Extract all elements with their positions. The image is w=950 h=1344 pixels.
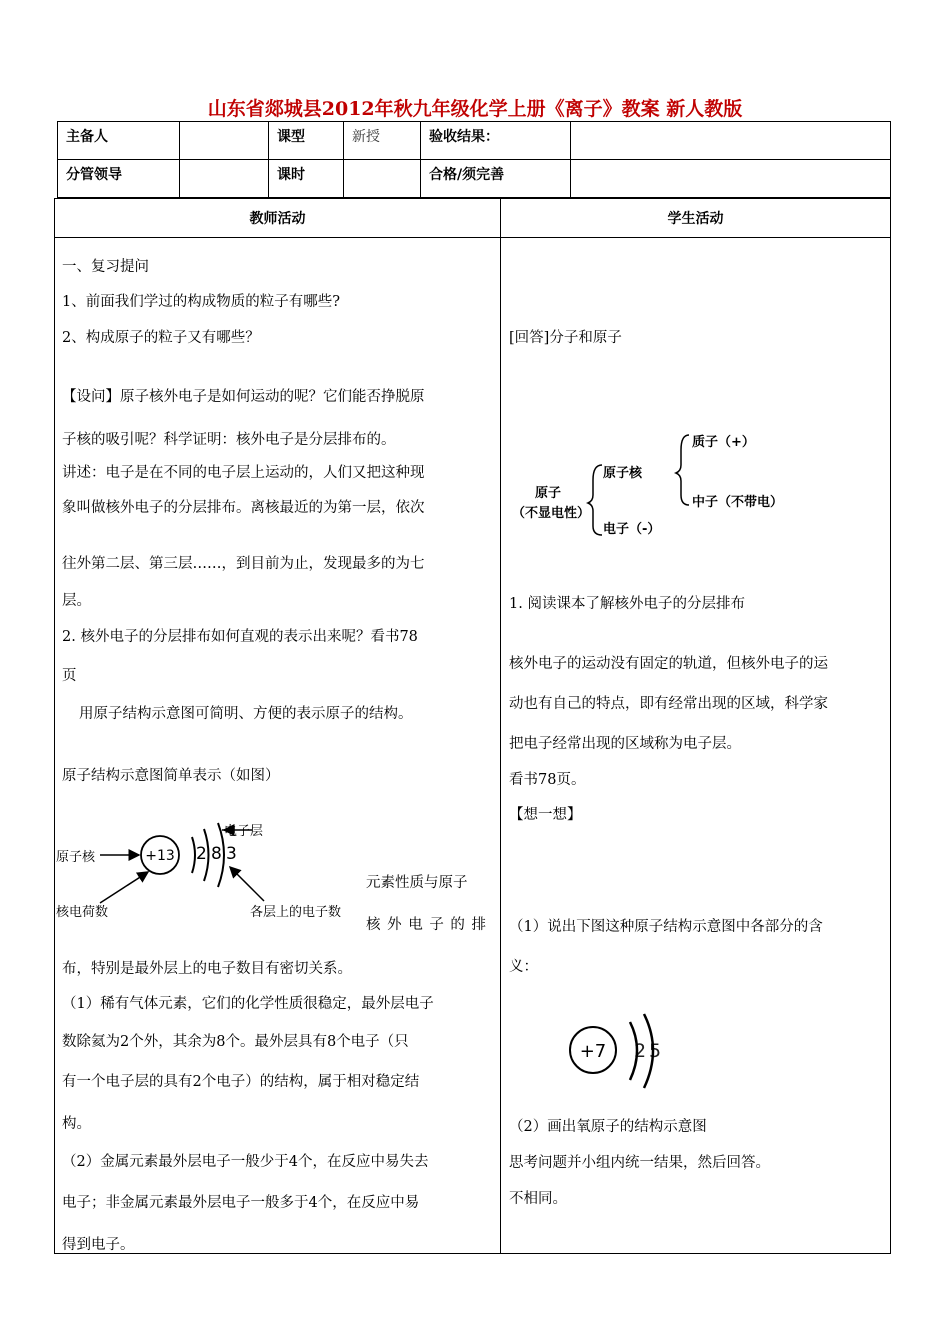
teacher-text: 布，特别是最外层上的电子数目有密切关系。 bbox=[62, 961, 352, 977]
atom-structure-diagram-2 bbox=[560, 1010, 680, 1100]
neutron-label: 中子（不带电） bbox=[692, 495, 784, 510]
shell-label: 电子层 bbox=[224, 824, 264, 839]
teacher-text: 用原子结构示意图可简明、方便的表示原子的结构。 bbox=[79, 706, 413, 722]
student-text: 核外电子的运动没有固定的轨道，但核外电子的运 bbox=[509, 656, 828, 672]
student-text: [回答]分子和原子 bbox=[509, 330, 622, 346]
charge-label: 核电荷数 bbox=[56, 905, 109, 920]
student-text: 看书78页。 bbox=[509, 772, 586, 788]
nucleus-label: 原子核 bbox=[603, 466, 643, 481]
period-value bbox=[344, 160, 421, 198]
atom-note: （不显电性） bbox=[512, 506, 591, 521]
teacher-text: 得到电子。 bbox=[62, 1237, 135, 1253]
teacher-text: 页 bbox=[62, 668, 77, 684]
teacher-text: 2、构成原子的粒子又有哪些？ bbox=[62, 330, 260, 346]
preparer-value bbox=[180, 122, 269, 160]
lesson-type-value: 新授 bbox=[344, 122, 421, 160]
teacher-text: 子核的吸引呢？科学证明：核外电子是分层排布的。 bbox=[62, 432, 396, 448]
teacher-text: （2）金属元素最外层电子一般少于4个，在反应中易失去 bbox=[62, 1154, 429, 1170]
activity-table bbox=[54, 198, 891, 1254]
acceptance-value bbox=[571, 122, 891, 160]
teacher-text: 核 外 电 子 的 排 bbox=[366, 917, 488, 933]
student-text: 义： bbox=[509, 959, 538, 975]
brace bbox=[676, 435, 689, 505]
electrons-label: 各层上的电子数 bbox=[250, 905, 342, 920]
brace bbox=[588, 465, 602, 535]
teacher-text: 层。 bbox=[62, 593, 91, 609]
teacher-text: 象叫做核外电子的分层排布。离核最近的为第一层，依次 bbox=[62, 500, 425, 516]
student-text: 【想一想】 bbox=[509, 807, 582, 823]
shell-count: 2 bbox=[634, 1040, 647, 1062]
teacher-text: 【设问】原子核外电子是如何运动的呢？它们能否挣脱原 bbox=[62, 389, 425, 405]
atom-composition-diagram bbox=[505, 425, 805, 545]
teacher-text: 元素性质与原子 bbox=[366, 875, 468, 891]
teacher-text: 电子；非金属元素最外层电子一般多于4个，在反应中易 bbox=[62, 1195, 420, 1211]
preparer-label: 主备人 bbox=[58, 122, 180, 160]
student-text: （2）画出氧原子的结构示意图 bbox=[509, 1119, 707, 1135]
student-column-header: 学生活动 bbox=[501, 199, 891, 238]
teacher-text: 一、复习提问 bbox=[62, 259, 149, 275]
student-text: 动也有自己的特点，即有经常出现的区域，科学家 bbox=[509, 696, 828, 712]
student-text: 不相同。 bbox=[509, 1191, 567, 1207]
shell-count: 8 bbox=[211, 844, 222, 864]
student-text: 把电子经常出现的区域称为电子层。 bbox=[509, 736, 741, 752]
teacher-text: 往外第二层、第三层……，到目前为止，发现最多的为七 bbox=[62, 556, 425, 572]
teacher-text: 数除氦为2个外，其余为8个。最外层具有8个电子（只 bbox=[62, 1034, 409, 1050]
student-text: 1. 阅读课本了解核外电子的分层排布 bbox=[509, 596, 745, 612]
lesson-type-label: 课型 bbox=[269, 122, 344, 160]
teacher-text: （1）稀有气体元素，它们的化学性质很稳定，最外层电子 bbox=[62, 996, 434, 1012]
shell-count: 3 bbox=[226, 844, 237, 864]
atom-label: 原子 bbox=[535, 486, 562, 501]
teacher-text: 原子结构示意图简单表示（如图） bbox=[62, 768, 280, 784]
teacher-text: 有一个电子层的具有2个电子）的结构，属于相对稳定结 bbox=[62, 1074, 420, 1090]
acceptance-options-value bbox=[571, 160, 891, 198]
electron-label: 电子（-） bbox=[603, 522, 661, 537]
student-text: 思考问题并小组内统一结果，然后回答。 bbox=[509, 1155, 770, 1171]
teacher-text: 构。 bbox=[62, 1116, 91, 1132]
acceptance-options: 合格/须完善 bbox=[421, 160, 571, 198]
acceptance-label: 验收结果： bbox=[421, 122, 571, 160]
period-label: 课时 bbox=[269, 160, 344, 198]
teacher-text: 1、前面我们学过的构成物质的粒子有哪些? bbox=[62, 294, 340, 310]
shell-arc bbox=[192, 837, 195, 873]
nucleus-label: 原子核 bbox=[56, 850, 96, 865]
shell-count: 5 bbox=[649, 1040, 662, 1062]
teacher-column-header: 教师活动 bbox=[55, 199, 501, 238]
student-text: （1）说出下图这种原子结构示意图中各部分的含 bbox=[509, 919, 823, 935]
atom-structure-diagram bbox=[54, 815, 364, 925]
teacher-text: 2. 核外电子的分层排布如何直观的表示出来呢？看书78 bbox=[62, 629, 418, 645]
nucleus-charge: +13 bbox=[145, 848, 175, 864]
supervisor-value bbox=[180, 160, 269, 198]
proton-label: 质子（+） bbox=[692, 435, 755, 450]
document-title: 山东省郯城县2012年秋九年级化学上册《离子》教案 新人教版 bbox=[207, 98, 743, 120]
meta-table bbox=[57, 121, 891, 198]
shell-count: 2 bbox=[196, 844, 207, 864]
supervisor-label: 分管领导 bbox=[58, 160, 180, 198]
nucleus-charge: +7 bbox=[579, 1041, 607, 1062]
teacher-text: 讲述：电子是在不同的电子层上运动的，人们又把这种现 bbox=[62, 465, 425, 481]
